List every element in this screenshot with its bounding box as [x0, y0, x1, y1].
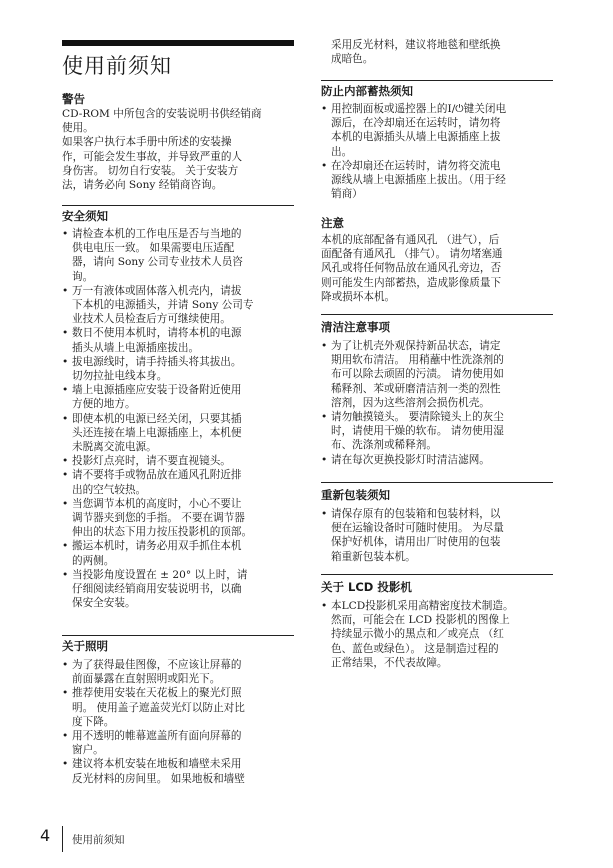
list-item: • 当投影角度设置在 ± 20° 以上时，请 仔细阅读经销商用安装说明书，以确 保安全安装。	[62, 568, 294, 611]
section-rule	[62, 205, 294, 206]
lcd-section	[321, 574, 553, 670]
caution-line: 则可能发生内部蓄热，造成影像质量下	[321, 276, 502, 289]
list-item: • 拔电源线时，请手持插头将其拔出。 切勿拉扯电线本身。	[62, 355, 294, 383]
heat-section	[321, 80, 553, 201]
warning-line: 身伤害。 切勿自行安装。 关于安装方	[62, 164, 239, 177]
section-rule	[321, 482, 553, 483]
list-item: • 推荐使用安装在天花板上的聚光灯照 明。 使用盖子遮盖荧光灯以防止对比 度下降。	[62, 686, 294, 729]
warning-text	[62, 107, 294, 192]
heat-list	[321, 102, 553, 201]
list-item: • 在冷却扇还在运转时，请勿将交流电 源线从墙上电源插座上拔出。（用于经 销商）	[321, 159, 553, 202]
caution-line: 面配备有通风孔 （排气）。 请勿堵塞通	[321, 248, 503, 261]
page-number: 4	[40, 826, 51, 845]
warning-line: 作，可能会发生事故，并导致严重的人	[62, 150, 243, 163]
list-item: • 万一有液体或固体落入机壳内，请拔 下本机的电源插头，并请 Sony 公司专 业技术人员检查后方可继续使用。	[62, 284, 294, 327]
list-item: • 当您调节本机的高度时，小心不要让 调节器夹到您的手指。 不要在调节器 伸出的状态下用力按压投影机的顶部。	[62, 497, 294, 540]
title-bar	[62, 40, 294, 46]
section-rule	[321, 574, 553, 575]
lcd-list	[321, 599, 553, 670]
safety-heading: 安全须知	[62, 209, 108, 223]
warning-line: CD-ROM 中所包含的安装说明书供经销商	[62, 108, 262, 120]
list-item: • 建议将本机安装在地板和墙壁未采用 反光材料的房间里。 如果地板和墙壁	[62, 757, 294, 785]
safety-section	[62, 205, 294, 610]
caution-line: 降或损坏本机。	[321, 290, 396, 303]
lighting-heading: 关于照明	[62, 639, 108, 653]
list-item: • 请保存原有的包装箱和包装材料，以 便在运输设备时可随时使用。 为尽量 保护好机体，请用出厂时使用的包装 箱重新包装本机。	[321, 507, 553, 564]
warning-heading: 警告	[62, 92, 85, 106]
continuation-line: 采用反光材料，建议将地毯和壁纸换	[331, 39, 501, 51]
continuation-line: 成暗色。	[331, 53, 374, 66]
footer-section-title: 使用前须知	[72, 834, 125, 846]
cleaning-heading: 清洁注意事项	[321, 320, 390, 334]
repacking-list	[321, 507, 553, 564]
lcd-heading: 关于 LCD 投影机	[321, 580, 412, 594]
caution-line: 本机的底部配备有通风孔 （进气），后	[321, 234, 500, 246]
warning-line: 如果客户执行本手册中所述的安装操	[62, 136, 232, 149]
warning-line: 法，请务必向 Sony 经销商咨询。	[62, 179, 223, 192]
list-item: • 用控制面板或遥控器上的I/⏻键关闭电 源后，在冷却扇还在运转时，请勿将 本机的电源插头从墙上电源插座上拔 出。	[321, 102, 553, 159]
repacking-heading: 重新包装须知	[321, 488, 390, 502]
page-title: 使用前须知	[62, 54, 172, 78]
list-item: • 为了让机壳外观保持新品状态，请定 期用软布清洁。 用稍蘸中性洗涤剂的 布可以除去顽固的污渍。 请勿使用如 稀释剂、苯或研磨清洁剂一类的烈性 溶剂，因为这些溶剂会损伤机壳。	[321, 339, 553, 410]
heat-heading: 防止内部蓄热须知	[321, 84, 413, 98]
cleaning-section	[321, 314, 553, 467]
list-item: • 用不透明的帷幕遮盖所有面向屏幕的 窗户。	[62, 729, 294, 757]
list-item: • 请勿触摸镜头。 要清除镜头上的灰尘 时，请使用干燥的软布。 请勿使用湿 布、洗涤剂或稀释剂。	[321, 410, 553, 453]
caution-section	[321, 216, 553, 304]
footer-divider	[62, 826, 63, 852]
caution-heading: 注意	[321, 216, 344, 230]
section-rule	[321, 314, 553, 315]
list-item: • 为了获得最佳图像，不应该让屏幕的 前面暴露在直射照明或阳光下。	[62, 658, 294, 686]
lighting-section	[62, 635, 294, 786]
repacking-section	[321, 482, 553, 564]
caution-text	[321, 233, 553, 304]
safety-list	[62, 227, 294, 610]
list-item: • 投影灯点亮时，请不要直视镜头。	[62, 454, 294, 468]
warning-line: 使用。	[62, 122, 94, 135]
list-item: • 墙上电源插座应安装于设备附近使用 方便的地方。	[62, 383, 294, 411]
list-item: • 即使本机的电源已经关闭，只要其插 头还连接在墙上电源插座上，本机便 未脱离交流电源。	[62, 412, 294, 455]
list-item: • 请不要将手或物品放在通风孔附近排 出的空气较热。	[62, 468, 294, 496]
lighting-continuation	[321, 38, 553, 66]
warning-section	[62, 92, 294, 192]
list-item: • 本LCD投影机采用高精密度技术制造。 然而，可能会在 LCD 投影机的图像上 持续显示微小的黑点和／或亮点 （红 色、蓝色或绿色）。 这是制造过程的 正常结果，不代表故障。	[321, 599, 553, 670]
list-item: • 搬运本机时，请务必用双手抓住本机 的两侧。	[62, 539, 294, 567]
cleaning-list	[321, 339, 553, 467]
caution-line: 风孔或将任何物品放在通风孔旁边，否	[321, 262, 502, 275]
list-item: • 请在每次更换投影灯时清洁滤网。	[321, 453, 553, 467]
list-item: • 数日不使用本机时，请将本机的电源 插头从墙上电源插座拔出。	[62, 326, 294, 354]
section-rule	[321, 80, 553, 81]
lighting-list	[62, 658, 294, 786]
section-rule	[62, 635, 294, 636]
list-item: • 请检查本机的工作电压是否与当地的 供电电压一致。 如果需要电压适配 器，请向 Sony 公司专业技术人员咨 询。	[62, 227, 294, 284]
